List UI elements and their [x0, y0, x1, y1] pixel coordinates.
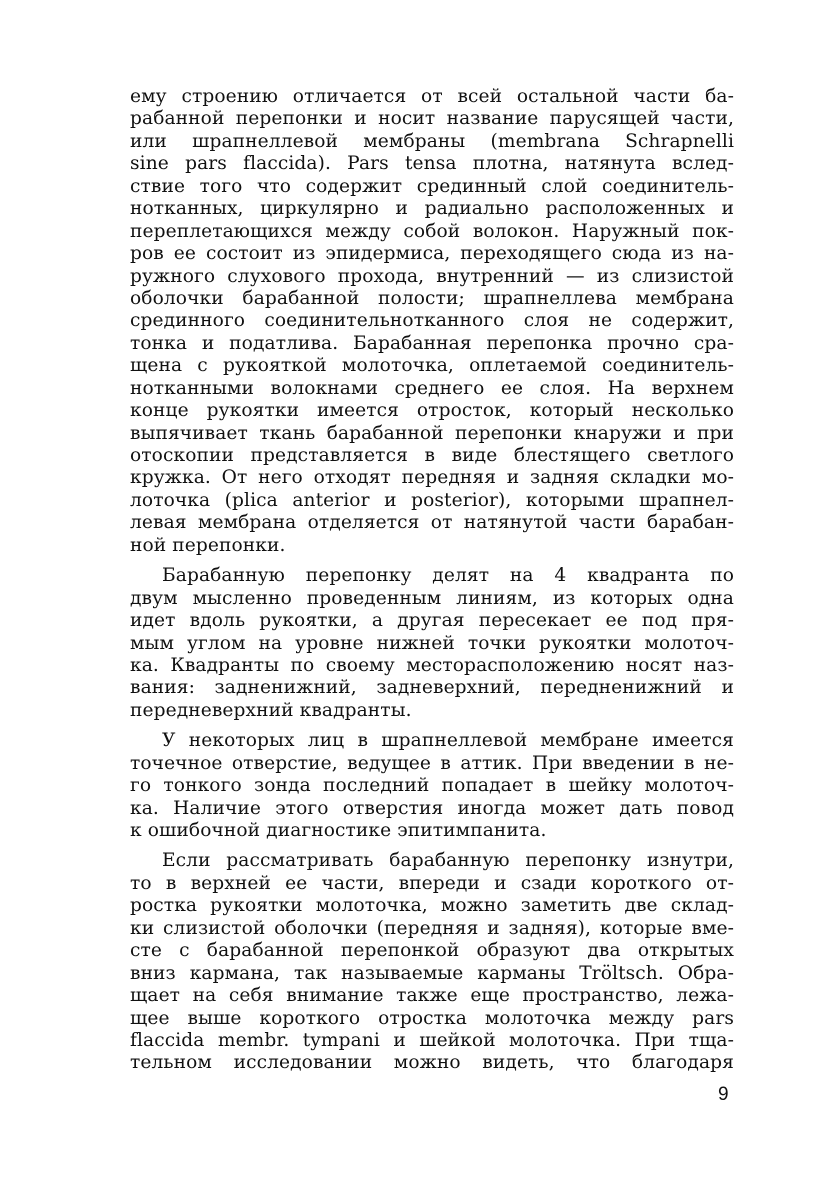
text-line: двум мысленно проведенным линиям, из которых одна [130, 587, 734, 609]
text-line: кружка. От него отходят передняя и задняя складки мо- [130, 467, 734, 489]
text-line: лоточка (plica anterior и posterior), которыми шрапнел- [130, 489, 734, 511]
text-line: нотканными волокнами среднего ее слоя. На верхнем [130, 377, 734, 399]
text-line: рабанной перепонки и носит название парусящей части, [130, 108, 734, 130]
text-line: мым углом на уровне нижней точки рукоятки молоточ- [130, 632, 734, 654]
text-line: оболочки барабанной полости; шрапнеллева мембрана [130, 287, 734, 309]
paragraph-gap [130, 557, 734, 565]
text-line: вниз кармана, так называемые карманы Tröltsch. Обра- [130, 962, 734, 984]
text-line: вания: задненижний, задневерхний, передненижний и [130, 677, 734, 699]
text-line: щена с рукояткой молоточка, оплетаемой соединитель- [130, 355, 734, 377]
text-line: ружного слухового прохода, внутренний — из слизистой [130, 265, 734, 287]
text-line: ров ее состоит из эпидермиса, переходящего сюда из на- [130, 243, 734, 265]
text-line: или шрапнеллевой мембраны (membrana Schrapnelli [130, 130, 734, 152]
text-line: левая мембрана отделяется от натянутой части барабан- [130, 512, 734, 534]
text-line: переплетающихся между собой волокон. Наружный пок- [130, 220, 734, 242]
text-line: тельном исследовании можно видеть, что благодаря [130, 1052, 734, 1074]
text-line: идет вдоль рукоятки, а другая пересекает ее под пря- [130, 610, 734, 632]
text-line: flaccida membr. tympani и шейкой молоточка. При тща- [130, 1029, 734, 1051]
text-line: передневерхний квадранты. [130, 699, 412, 721]
text-line: срединного соединительнотканного слоя не содержит, [130, 310, 734, 332]
text-line: Если рассматривать барабанную перепонку изнутри, [162, 850, 734, 872]
text-line: ной перепонки. [130, 534, 286, 556]
paragraph [130, 730, 734, 842]
paragraph [130, 850, 734, 1074]
text-line: ки слизистой оболочки (передняя и задняя), которые вме- [130, 917, 734, 939]
text-line: щее выше короткого отростка молоточка между pars [130, 1007, 734, 1029]
text-line: ростка рукоятки молоточка, можно заметить две склад- [130, 895, 734, 917]
paragraph-gap [130, 722, 734, 730]
text-line: sine pars flaccida). Pars tensa плотна, натянута вслед- [130, 153, 734, 175]
text-line: выпячивает ткань барабанной перепонки кнаружи и при [130, 422, 734, 444]
text-line: ка. Наличие этого отверстия иногда может дать повод [130, 797, 734, 819]
text-line: к ошибочной диагностике эпитимпанита. [130, 820, 547, 841]
paragraph-gap [130, 842, 734, 850]
text-line: Барабанную перепонку делят на 4 квадранта по [162, 565, 734, 587]
page-number: 9 [718, 1084, 729, 1105]
text-line: го тонкого зонда последний попадает в шейку молоточ- [130, 775, 734, 797]
body-text [130, 86, 734, 1075]
text-line: точечное отверстие, ведущее в аттик. При введении в не- [130, 752, 734, 774]
text-line: щает на себя внимание также еще пространство, лежа- [130, 985, 734, 1007]
text-line: нотканных, циркулярно и радиально расположенных и [130, 198, 734, 220]
paragraph [130, 565, 734, 722]
text-line: конце рукоятки имеется отросток, который несколько [130, 400, 734, 422]
text-line: У некоторых лиц в шрапнеллевой мембране имеется [162, 730, 734, 752]
text-line: тонка и податлива. Барабанная перепонка прочно сра- [130, 332, 734, 354]
text-line: отоскопии представляется в виде блестящего светлого [130, 445, 734, 466]
paragraph [130, 86, 734, 557]
text-line: сте с барабанной перепонкой образуют два открытых [130, 940, 734, 962]
text-line: то в верхней ее части, впереди и сзади короткого от- [130, 872, 734, 894]
text-line: ствие того что содержит срединный слой соединитель- [130, 175, 734, 197]
text-line: ему строению отличается от всей остальной части ба- [130, 86, 734, 107]
text-line: ка. Квадранты по своему месторасположению носят наз- [130, 654, 734, 676]
